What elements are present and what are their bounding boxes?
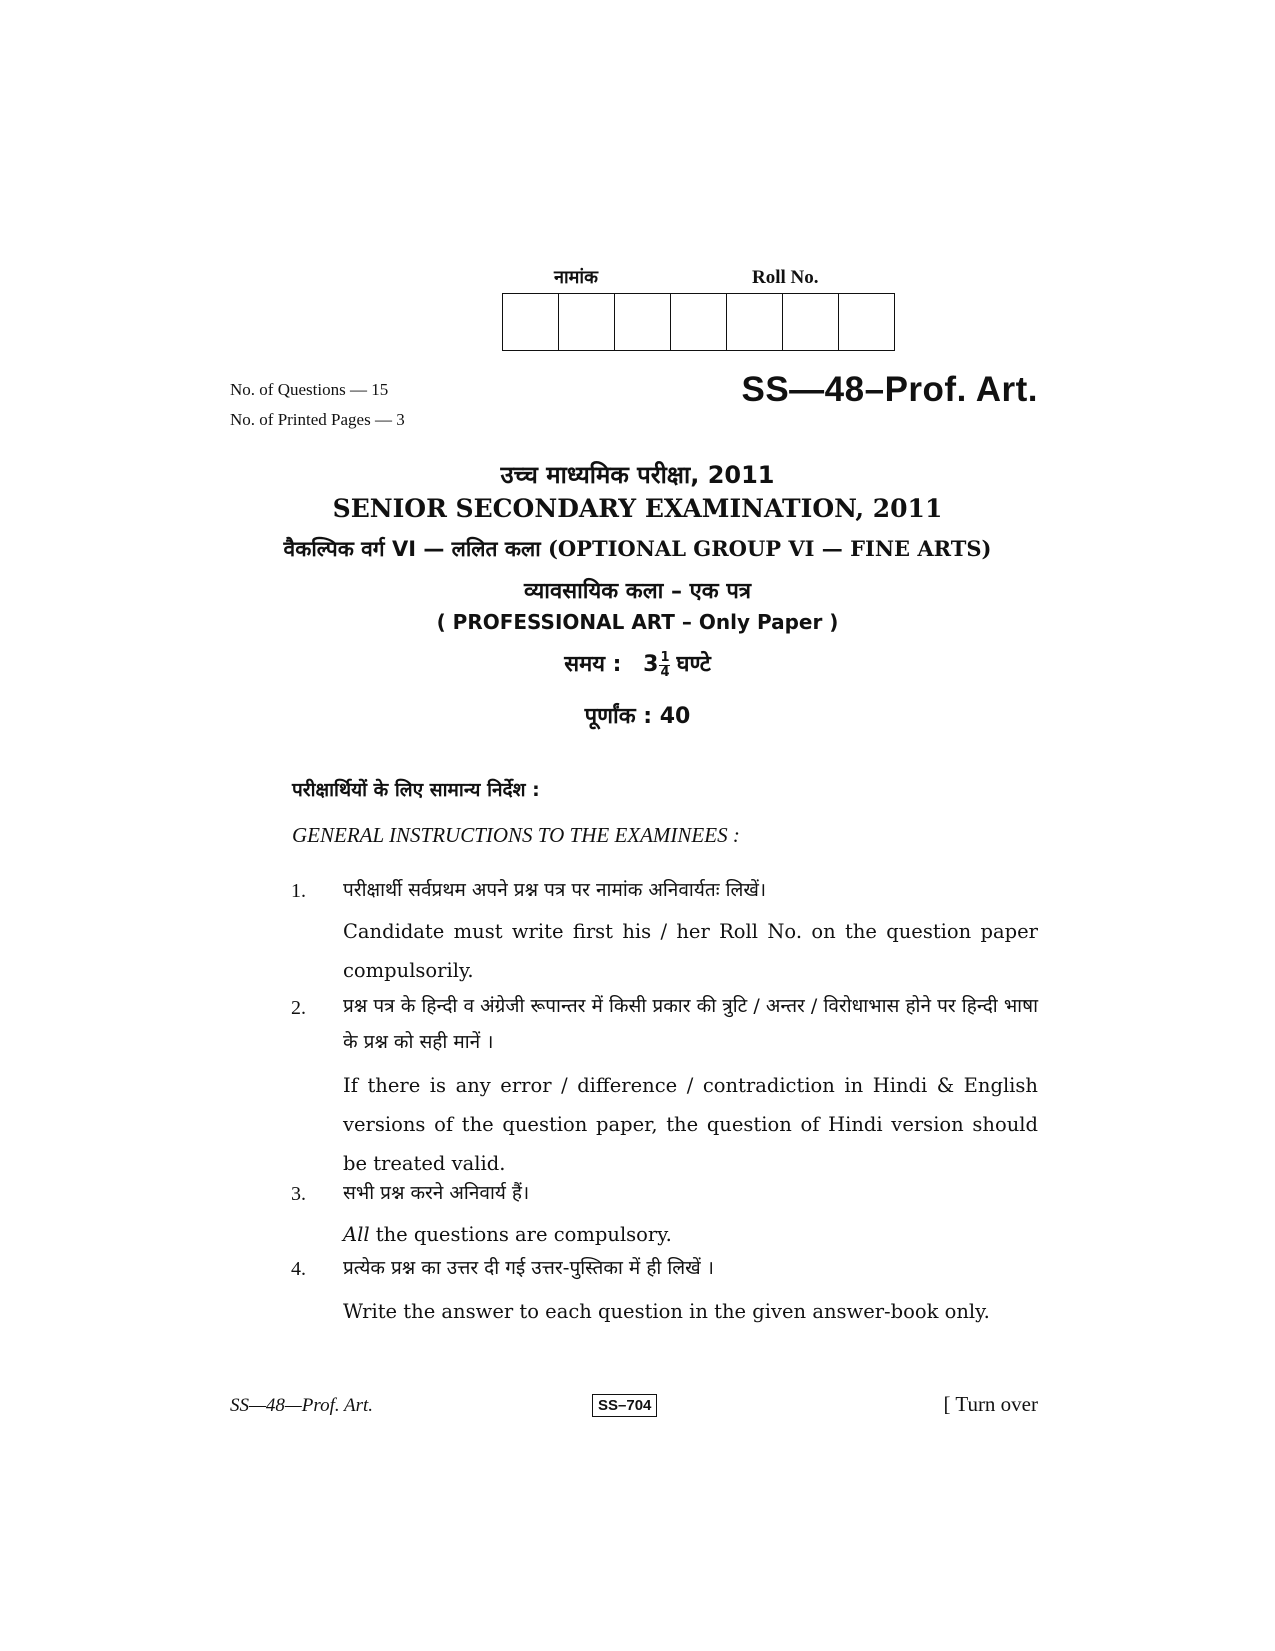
roll-number-box[interactable] — [783, 294, 839, 350]
instruction-number: 4. — [291, 1258, 306, 1280]
time-denominator: 4 — [660, 664, 670, 680]
roll-number-boxes — [502, 293, 895, 351]
time-numerator: 1 — [660, 649, 670, 665]
roll-number-box[interactable] — [615, 294, 671, 350]
time-unit: घण्टे — [676, 652, 711, 677]
roll-number-labels — [502, 265, 902, 291]
exam-duration — [0, 648, 1275, 680]
subject-hindi: व्यावसायिक कला – एक पत्र — [524, 579, 751, 604]
instruction-number: 3. — [291, 1183, 306, 1205]
exam-title-english: SENIOR SECONDARY EXAMINATION, 2011 — [332, 494, 943, 523]
subject-english: ( PROFESSIONAL ART – Only Paper ) — [436, 610, 839, 634]
number-of-questions: No. of Questions — 15 — [230, 380, 389, 399]
instruction-english: Write the answer to each question in the given answer-book only. — [343, 1300, 990, 1323]
instruction-hindi: परीक्षार्थी सर्वप्रथम अपने प्रश्न पत्र पर नामांक अनिवार्यतः लिखें। — [343, 879, 767, 901]
roll-label-english: Roll No. — [752, 267, 819, 288]
paper-code: SS—48–Prof. Art. — [741, 370, 1038, 409]
instruction-emphasis: All — [343, 1223, 370, 1246]
instruction-hindi: प्रश्न पत्र के हिन्दी व अंग्रेजी रूपान्तर में किसी प्रकार की त्रुटि / अन्तर / विरोधाभास होने पर हिन्दी भाषा के प्रश्न को सही मानें । — [343, 995, 1038, 1053]
instruction-hindi: सभी प्रश्न करने अनिवार्य हैं। — [343, 1182, 530, 1204]
footer-series-code: SS–704 — [592, 1394, 657, 1417]
optional-group-hindi: वैकल्पिक वर्ग VI — ललित कला — [283, 537, 541, 561]
optional-group-english: (OPTIONAL GROUP VI — FINE ARTS) — [547, 536, 992, 561]
instruction-english: If there is any error / difference / contradiction in Hindi & English versions of the question paper, the question of Hindi version should be treated valid. — [343, 1074, 1038, 1175]
roll-label-hindi: नामांक — [554, 267, 598, 288]
instruction-number: 2. — [291, 997, 306, 1019]
time-label: समय : — [564, 652, 622, 677]
turn-over-note: [ Turn over — [943, 1392, 1038, 1416]
roll-number-box[interactable] — [559, 294, 615, 350]
roll-number-box[interactable] — [503, 294, 559, 350]
roll-number-box[interactable] — [727, 294, 783, 350]
roll-number-box[interactable] — [839, 294, 894, 350]
roll-number-box[interactable] — [671, 294, 727, 350]
instruction-english — [343, 1215, 1038, 1254]
maximum-marks: पूर्णांक : 40 — [584, 704, 691, 729]
instructions-heading-hindi: परीक्षार्थियों के लिए सामान्य निर्देश : — [292, 779, 540, 801]
instruction-english-rest: the questions are compulsory. — [369, 1223, 672, 1246]
optional-group-line — [0, 535, 1275, 563]
number-of-printed-pages: No. of Printed Pages — 3 — [230, 410, 405, 429]
instruction-hindi: प्रत्येक प्रश्न का उत्तर दी गई उत्तर-पुस्तिका में ही लिखें । — [343, 1257, 714, 1279]
time-fraction — [659, 651, 670, 680]
instruction-number: 1. — [291, 880, 306, 902]
instructions-heading-english: GENERAL INSTRUCTIONS TO THE EXAMINEES : — [292, 823, 740, 847]
instruction-english: Candidate must write first his / her Roll No. on the question paper compulsorily. — [343, 920, 1038, 982]
time-whole: 3 — [643, 652, 659, 677]
footer-paper-code: SS—48—Prof. Art. — [230, 1395, 374, 1416]
exam-title-hindi: उच्च माध्यमिक परीक्षा, 2011 — [500, 461, 775, 489]
